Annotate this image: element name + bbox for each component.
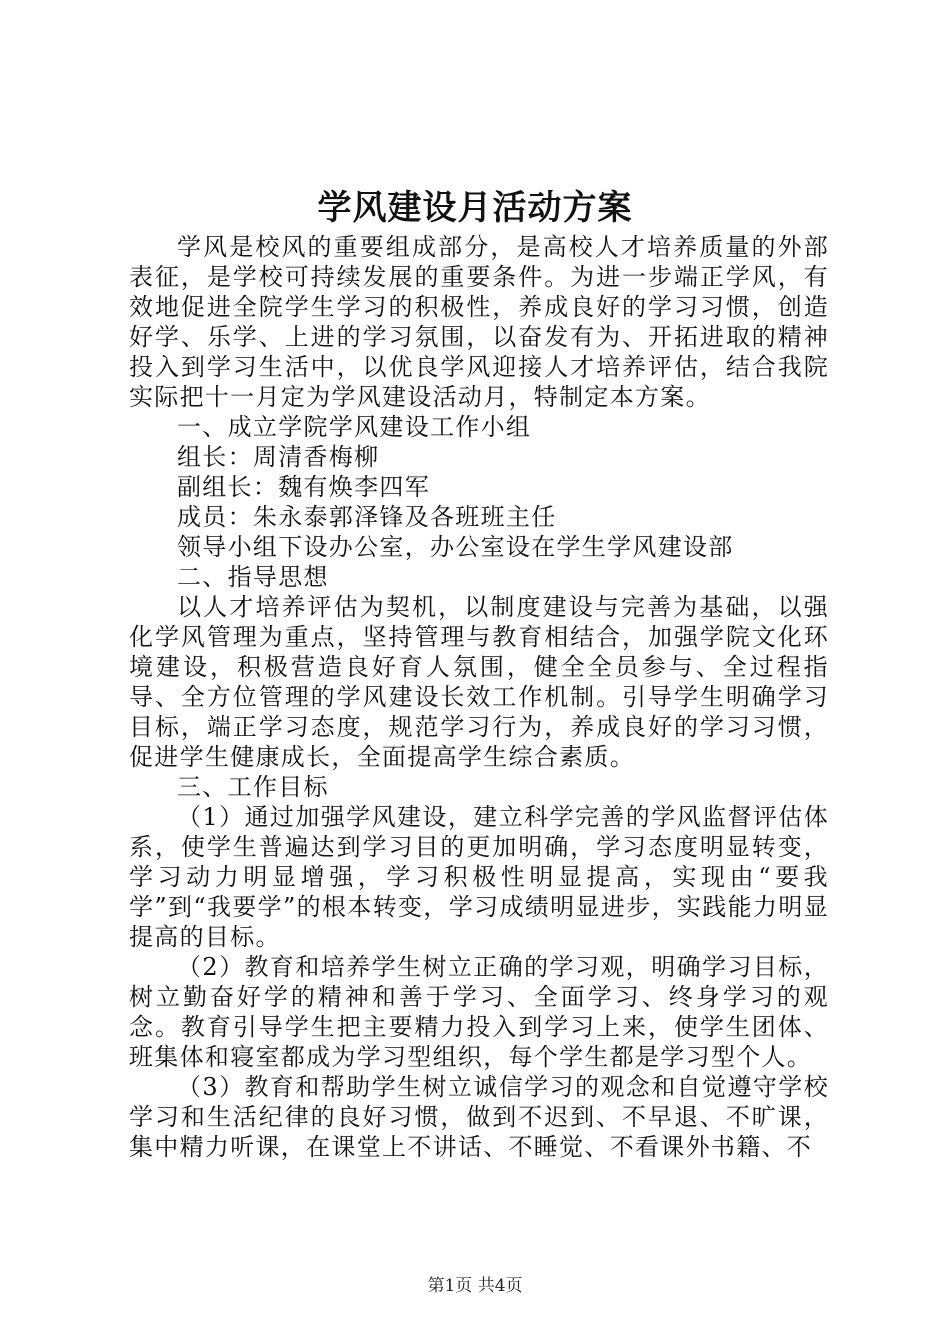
page-number-footer: 第1页 共4页 — [427, 1276, 523, 1296]
office-line: 领导小组下设办公室，办公室设在学生学风建设部 — [177, 533, 734, 561]
goal-paragraph-3: （3）教育和帮助学生树立诚信学习的观念和自觉遵守学校学习和生活纪律的良好习惯，做到不迟到、不早退、不旷课，集中精力听课，在课堂上不讲话、不睡觉、不看课外书籍、不 — [129, 1073, 829, 1161]
document-body — [129, 232, 829, 1162]
goal-paragraph-2: （2）教育和培养学生树立正确的学习观，明确学习目标，树立勤奋好学的精神和善于学习、全面学习、终身学习的观念。教育引导学生把主要精力投入到学习上来，使学生团体、班集体和寝室都成为学习型组织，每个学生都是学习型个人。 — [129, 953, 829, 1071]
section-heading-1: 一、成立学院学风建设工作小组 — [177, 413, 532, 441]
goal-paragraph-1: （1）通过加强学风建设，建立科学完善的学风监督评估体系，使学生普遍达到学习目的更加明确，学习态度明显转变，学习动力明显增强，学习积极性明显提高，实现由“要我学”到“我要学”的根本转变，学习成绩明显进步，实践能力明显提高的目标。 — [129, 803, 829, 951]
intro-paragraph: 学风是校风的重要组成部分，是高校人才培养质量的外部表征，是学校可持续发展的重要条件。为进一步端正学风，有效地促进全院学生学习的积极性，养成良好的学习习惯，创造好学、乐学、上进的学习氛围，以奋发有为、开拓进取的精神投入到学习生活中，以优良学风迎接人才培养评估，结合我院实际把十一月定为学风建设活动月，特制定本方案。 — [129, 233, 829, 411]
guiding-thought-paragraph: 以人才培养评估为契机，以制度建设与完善为基础，以强化学风管理为重点，坚持管理与教育相结合，加强学院文化环境建设，积极营造良好育人氛围，健全全员参与、全过程指导、全方位管理的学风建设长效工作机制。引导学生明确学习目标，端正学习态度，规范学习行为，养成良好的学习习惯，促进学生健康成长，全面提高学生综合素质。 — [129, 593, 829, 771]
group-leader-line: 组长：周清香梅柳 — [177, 443, 380, 471]
document-title: 学风建设月活动方案 — [317, 188, 633, 228]
section-heading-3: 三、工作目标 — [177, 773, 329, 801]
deputy-leader-line: 副组长：魏有焕李四军 — [177, 473, 430, 501]
section-heading-2: 二、指导思想 — [177, 563, 329, 591]
members-line: 成员：朱永泰郭泽锋及各班班主任 — [177, 503, 557, 531]
